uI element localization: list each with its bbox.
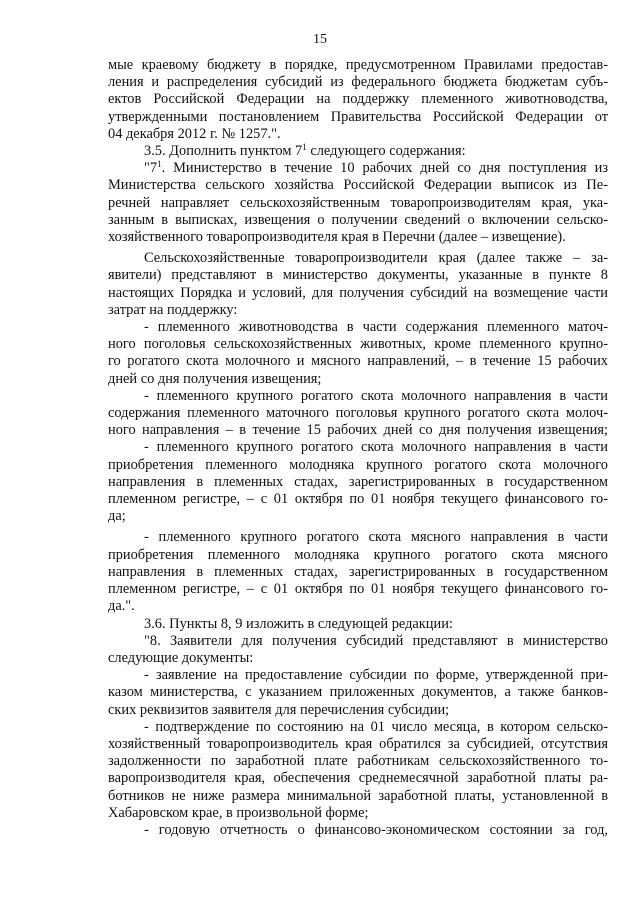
text-line <box>108 143 608 160</box>
document-body <box>108 57 608 839</box>
text-line: направления в племенных стадах, зарегистрированных в государственном <box>108 563 608 580</box>
text-line: "8. Заявители для получения субсидий представляют в министерство <box>144 632 608 649</box>
text-line: содержания племенного маточного поголовья крупного рогатого скота молоч- <box>108 405 608 422</box>
paragraph-item-7-1 <box>108 160 608 246</box>
text-line: ботников не ниже размера минимальной заработной платы, установленной в <box>108 787 608 804</box>
text-line: ления и распределения субсидий из федерального бюджета бюджетам субъ- <box>108 74 608 91</box>
list-item-application <box>108 667 608 719</box>
text-line: 3.6. Пункты 8, 9 изложить в следующей редакции: <box>144 615 453 632</box>
text-line: ного направления – в течение 15 рабочих дней со дня получения извещения; <box>108 422 608 439</box>
page-number: 15 <box>313 32 327 47</box>
list-item-dairy-cattle-keeping <box>108 388 608 440</box>
text-line: племенном регистре, – с 01 октября по 01 ноября текущего финансового го- <box>108 491 608 508</box>
text-line: направления в племенных стадах, зарегистрированных в государственном <box>108 473 608 490</box>
text-line: племенном регистре, – с 01 октября по 01 ноября текущего финансового го- <box>108 581 608 598</box>
text-line: дней со дня получения извещения; <box>108 370 322 387</box>
paragraph-producers <box>108 250 608 319</box>
text-line: - годовую отчетность о финансово-экономическом состоянии за год, <box>144 821 608 838</box>
list-item-wage-confirmation <box>108 719 608 822</box>
text-line: ного поголовья сельскохозяйственных животных, кроме племенного крупно- <box>108 336 608 353</box>
text-line: речней направляет сельскохозяйственным товаропроизводителям края, ука- <box>108 194 608 211</box>
text-line: настоящих Порядка и условий, для получения субсидий на возмещение части <box>108 284 608 301</box>
text-line: ектов Российской Федерации на поддержку племенного животноводства, <box>108 91 608 108</box>
text-line: утвержденными постановлением Правительства Российской Федерации от <box>108 108 608 125</box>
text-line: следующие документы: <box>108 649 254 666</box>
list-item-beef-cattle-purchase <box>108 529 608 615</box>
paragraph-item-3-6 <box>108 616 608 633</box>
text-fragment: . Министерство в течение 10 рабочих дней со дня поступления из <box>161 160 608 177</box>
text-line: - заявление на предоставление субсидии по форме, утвержденной при- <box>144 667 608 684</box>
text-line: мые краевому бюджету в порядке, предусмотренном Правилами предостав- <box>108 57 608 73</box>
text-line: варопроизводителя края, обеспечения среднемесячной заработной платы ра- <box>108 770 608 787</box>
text-line: да.". <box>108 598 135 615</box>
list-item-breeding-livestock <box>108 319 608 388</box>
superscript: 1 <box>157 159 162 170</box>
paragraph-budget-rules <box>108 57 608 143</box>
superscript: 1 <box>302 142 307 153</box>
text-line: приобретения племенного молодняка крупного рогатого скота молочного <box>108 456 608 473</box>
text-line: Хабаровском крае, в произвольной форме; <box>108 804 369 821</box>
text-line: приобретения племенного молодняка крупного рогатого скота мясного <box>108 546 608 563</box>
text-line: да; <box>108 508 126 525</box>
text-line: - племенного крупного рогатого скота молочного направления в части <box>144 387 608 404</box>
text-line: го рогатого скота молочного и мясного направлений, – в течение 15 рабочих <box>108 353 608 370</box>
text-line: хозяйственного товаропроизводителя края в Перечни (далее – извещение). <box>108 229 566 246</box>
text-line: ских реквизитов заявителя для перечисления субсидии; <box>108 701 450 718</box>
text-line: задолженности по заработной плате работникам сельскохозяйственного то- <box>108 753 608 770</box>
text-line: Сельскохозяйственные товаропроизводители края (далее также – за- <box>144 250 608 267</box>
text-line: затрат на поддержку: <box>108 301 238 318</box>
text-fragment: следующего содержания: <box>306 143 466 160</box>
text-line: занным в выписках, извещения о получении сведений о включении сельско- <box>108 211 608 228</box>
paragraph-item-8 <box>108 633 608 667</box>
text-line: - племенного животноводства в части содержания племенного маточ- <box>144 319 608 336</box>
text-line: явители) представляют в министерство документы, указанные в пункте 8 <box>108 267 608 284</box>
text-line: хозяйственный товаропроизводитель края обратился за субсидией, отсутствия <box>108 735 608 752</box>
text-line: 04 декабря 2012 г. № 1257.". <box>108 125 281 142</box>
text-line <box>108 160 608 177</box>
text-line: - племенного крупного рогатого скота мясного направления в части <box>144 529 608 546</box>
text-line: казом министерства, с указанием приложенных документов, а также банков- <box>108 684 608 701</box>
text-fragment: "7 <box>144 160 158 177</box>
text-line: - подтверждение по состоянию на 01 число месяца, в котором сельско- <box>144 718 608 735</box>
text-line: Министерства сельского хозяйства Российской Федерации выписок из Пе- <box>108 177 608 194</box>
text-line: - племенного крупного рогатого скота молочного направления в части <box>144 439 608 456</box>
list-item-annual-report <box>108 822 608 839</box>
list-item-dairy-cattle-purchase <box>108 439 608 525</box>
text-fragment: 3.5. Дополнить пунктом 7 <box>144 143 303 160</box>
paragraph-item-3-5 <box>108 143 608 160</box>
